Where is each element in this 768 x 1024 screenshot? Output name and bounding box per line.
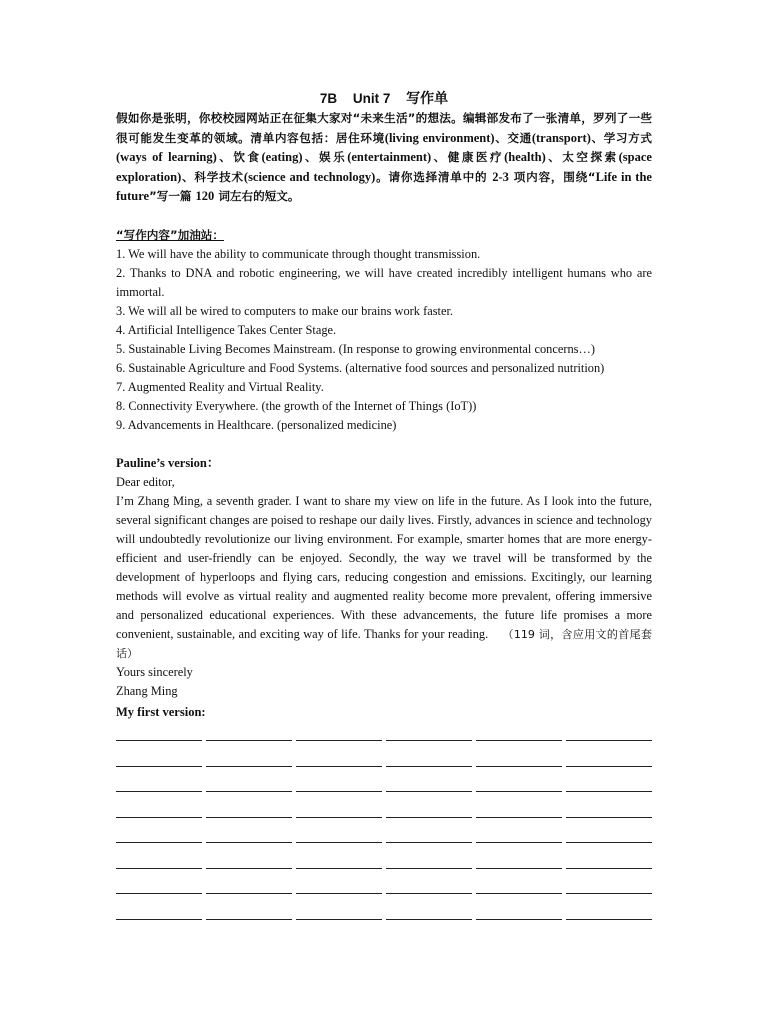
prompt-segment: 词左右的短文。	[214, 189, 300, 204]
blank-segment	[206, 840, 292, 843]
prompt-segment: (living environment)	[384, 130, 495, 145]
prompt-segment: (entertainment)	[347, 150, 432, 165]
blank-segment	[566, 764, 652, 767]
blank-segment	[476, 917, 562, 920]
idea-item: 5. Sustainable Living Becomes Mainstream. (In response to growing environmental concerns…)	[116, 341, 595, 356]
idea-item: 6. Sustainable Agriculture and Food Systems. (alternative food sources and personalized nutrition)	[116, 360, 605, 375]
blank-segment	[386, 917, 472, 920]
idea-item: 4. Artificial Intelligence Takes Center Stage.	[116, 322, 337, 337]
prompt-segment: 2-3	[492, 169, 509, 184]
blank-segment	[296, 840, 382, 843]
prompt-segment: (eating)	[261, 150, 303, 165]
blank-segment	[386, 840, 472, 843]
blank-segment	[116, 840, 202, 843]
letter-body-text: I’m Zhang Ming, a seventh grader. I want to share my view on life in the future. As I look into the future, several significant changes are poised to reshape our daily lives. Firstly, advances in science and technology will undoubtedly revolutionize our living environment. For example, smarter homes that are more energy-efficient and user-friendly can be enjoyed. Secondly, the way we travel will be transformed by the development of hyperloops and flying cars, reducing congestion and emissions. Excitingly, our learning methods will evolve as virtual reality and augmented reality become more prevalent, offering immersive and personalized educational experiences. With these advancements, the future life promises a more convenient, sustainable, and exciting way of life. Thanks for your reading.	[116, 493, 652, 641]
writing-line[interactable]	[116, 866, 652, 892]
prompt-segment: 、饮食	[216, 150, 262, 165]
blank-segment	[566, 738, 652, 741]
prompt-segment: 、学习方式	[590, 130, 652, 145]
sample-label: Pauline’s version：	[116, 455, 220, 470]
prompt-segment: 、健康医疗	[431, 150, 505, 165]
blank-segment	[206, 917, 292, 920]
prompt-segment: 、娱乐	[302, 150, 348, 165]
writing-prompt	[116, 109, 652, 207]
prompt-segment: Life in the future	[116, 169, 652, 204]
blank-segment	[206, 891, 292, 894]
prompt-segment: 、太空探索	[545, 150, 619, 165]
blank-segment	[296, 789, 382, 792]
blank-segment	[296, 815, 382, 818]
ideas-list	[116, 245, 652, 435]
idea-item: 3. We will all be wired to computers to make our brains work faster.	[116, 303, 454, 318]
blank-segment	[386, 738, 472, 741]
blank-segment	[566, 866, 652, 869]
blank-segment	[476, 891, 562, 894]
prompt-segment: (space exploration)	[116, 150, 652, 184]
blank-segment	[116, 815, 202, 818]
writing-lines[interactable]	[116, 738, 652, 942]
blank-segment	[206, 764, 292, 767]
blank-segment	[476, 840, 562, 843]
worksheet-title: 写作单	[406, 91, 449, 107]
blank-segment	[476, 789, 562, 792]
blank-segment	[116, 789, 202, 792]
writing-line[interactable]	[116, 764, 652, 790]
letter-signature: Zhang Ming	[116, 683, 178, 698]
prompt-segment: 项内容，围绕“	[508, 169, 596, 184]
my-version-label: My first version:	[116, 704, 206, 719]
blank-segment	[206, 789, 292, 792]
blank-segment	[476, 815, 562, 818]
unit-label: Unit 7	[352, 91, 391, 106]
blank-segment	[296, 917, 382, 920]
blank-segment	[476, 764, 562, 767]
prompt-segment: (health)	[504, 150, 546, 165]
blank-segment	[386, 815, 472, 818]
prompt-segment: ”写一篇	[149, 189, 196, 204]
blank-segment	[386, 764, 472, 767]
letter-body	[116, 492, 652, 663]
blank-segment	[116, 917, 202, 920]
letter-greeting: Dear editor,	[116, 474, 175, 489]
prompt-segment: 、交通	[494, 130, 532, 145]
page-title	[116, 90, 652, 108]
blank-segment	[116, 866, 202, 869]
writing-line[interactable]	[116, 840, 652, 866]
blank-segment	[566, 789, 652, 792]
grade-label: 7B	[319, 91, 338, 106]
blank-segment	[206, 738, 292, 741]
writing-line[interactable]	[116, 891, 652, 917]
blank-segment	[386, 789, 472, 792]
blank-segment	[206, 866, 292, 869]
writing-line[interactable]	[116, 815, 652, 841]
writing-line[interactable]	[116, 917, 652, 943]
blank-segment	[566, 840, 652, 843]
writing-line[interactable]	[116, 789, 652, 815]
idea-item: 9. Advancements in Healthcare. (personalized medicine)	[116, 417, 397, 432]
prompt-segment: (ways of learning)	[116, 150, 217, 165]
blank-segment	[386, 866, 472, 869]
sample-letter	[116, 473, 652, 701]
blank-segment	[566, 891, 652, 894]
blank-segment	[116, 738, 202, 741]
idea-item: 8. Connectivity Everywhere. (the growth of the Internet of Things (IoT))	[116, 398, 477, 413]
prompt-segment: 120	[195, 189, 215, 204]
idea-item: 2. Thanks to DNA and robotic engineering, we will have created incredibly intelligent humans who are immortal.	[116, 265, 652, 299]
blank-segment	[296, 738, 382, 741]
idea-item: 1. We will have the ability to communicate through thought transmission.	[116, 246, 481, 261]
prompt-segment: (science and technology)	[243, 169, 376, 184]
prompt-segment: 、科学技术	[181, 169, 244, 184]
word-count-note: （119 词，含应用文的首尾套话）	[116, 627, 652, 660]
prompt-segment: 假如你是张明，你校校园网站正在征集大家对“未来生活”的想法。编辑部发布了一张清单，罗列了一些很可能发生变革的领域。清单内容包括：居住环境	[116, 111, 652, 145]
ideas-heading: “写作内容”加油站：	[116, 227, 224, 242]
blank-segment	[116, 891, 202, 894]
worksheet-content	[116, 90, 652, 722]
blank-segment	[116, 764, 202, 767]
prompt-segment: (transport)	[531, 130, 591, 145]
blank-segment	[296, 866, 382, 869]
letter-closing: Yours sincerely	[116, 664, 193, 679]
writing-line[interactable]	[116, 738, 652, 764]
idea-item: 7. Augmented Reality and Virtual Reality.	[116, 379, 324, 394]
blank-segment	[296, 891, 382, 894]
blank-segment	[206, 815, 292, 818]
blank-segment	[566, 917, 652, 920]
blank-segment	[476, 866, 562, 869]
blank-segment	[476, 738, 562, 741]
blank-segment	[386, 891, 472, 894]
blank-segment	[566, 815, 652, 818]
blank-segment	[296, 764, 382, 767]
prompt-segment: 。请你选择清单中的	[375, 169, 493, 184]
